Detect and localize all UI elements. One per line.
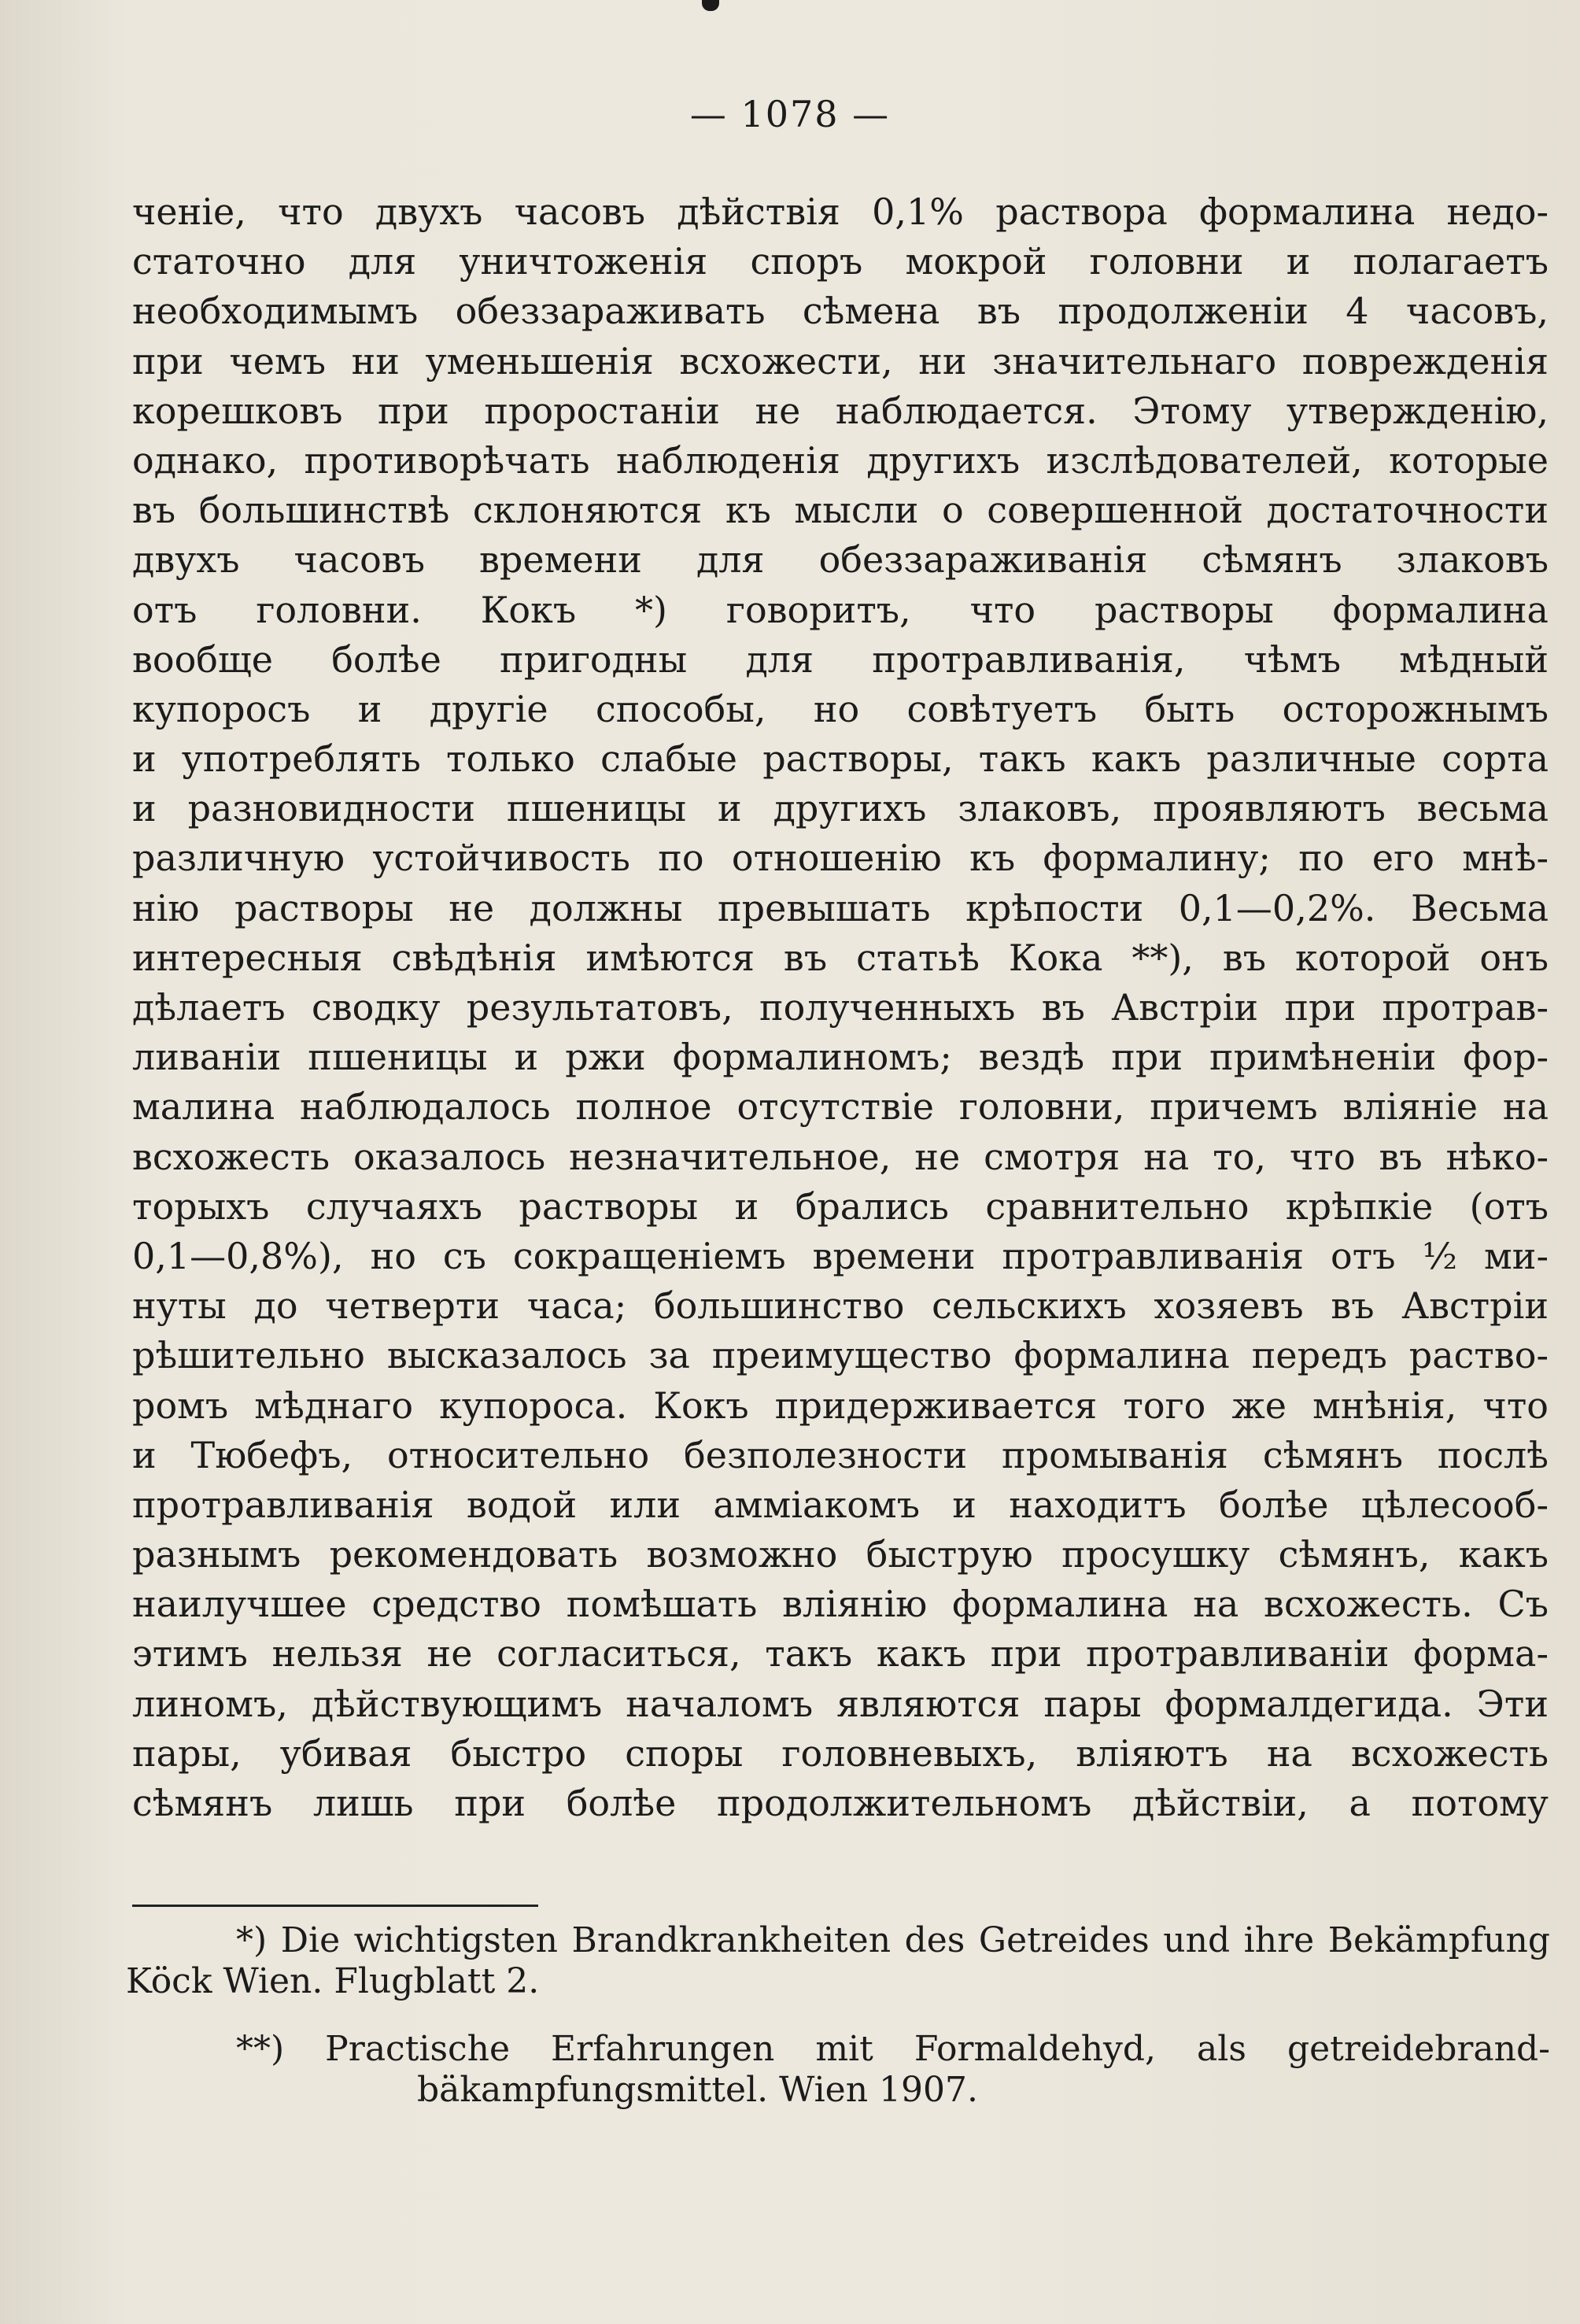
- footnote-line: bäkampfungsmittel. Wien 1907.: [417, 2070, 978, 2110]
- body-text: [132, 187, 1549, 1828]
- text-line: 0,1—0,8%), но съ сокращеніемъ времени протравливанія отъ ½ ми-: [132, 1234, 1549, 1277]
- ink-mark: [702, 0, 719, 11]
- text-line: при чемъ ни уменьшенія всхожести, ни значительнаго поврежденія: [132, 339, 1549, 382]
- text-line: дѣлаетъ сводку результатовъ, полученныхъ въ Австріи при протрав-: [132, 986, 1549, 1029]
- text-line: различную устойчивость по отношенію къ формалину; по его мнѣ-: [132, 837, 1549, 880]
- text-line: линомъ, дѣйствующимъ началомъ являются пары формалдегида. Эти: [132, 1682, 1549, 1725]
- footnote-2: [126, 2029, 1550, 2111]
- text-line: протравливанія водой или амміакомъ и находитъ болѣе цѣлесооб-: [132, 1483, 1549, 1526]
- text-line: и разновидности пшеницы и другихъ злаковъ, проявляютъ весьма: [132, 787, 1549, 830]
- footnotes: [126, 1920, 1550, 2137]
- text-line: наилучшее средство помѣшать вліянію формалина на всхожесть. Съ: [132, 1583, 1549, 1626]
- text-line: двухъ часовъ времени для обеззараживанія сѣмянъ злаковъ: [132, 538, 1549, 582]
- text-line: вообще болѣе пригодны для протравливанія, чѣмъ мѣдный: [132, 637, 1549, 681]
- text-line: ченіе, что двухъ часовъ дѣйствія 0,1% раствора формалина недо-: [132, 190, 1549, 233]
- page-number: — 1078 —: [689, 93, 891, 135]
- text-line: и Тюбефъ, относительно безполезности промыванія сѣмянъ послѣ: [132, 1433, 1549, 1476]
- text-line: нуты до четверти часа; большинство сельскихъ хозяевъ въ Австріи: [132, 1284, 1549, 1328]
- text-line: разнымъ рекомендовать возможно быструю просушку сѣмянъ, какъ: [132, 1533, 1549, 1576]
- text-line: купоросъ и другіе способы, но совѣтуетъ быть осторожнымъ: [132, 687, 1549, 730]
- text-line: и употреблять только слабые растворы, такъ какъ различные сорта: [132, 737, 1549, 781]
- text-line: корешковъ при проростаніи не наблюдается. Этому утвержденію,: [132, 389, 1549, 432]
- text-line: рѣшительно высказалось за преимущество формалина передъ раство-: [132, 1334, 1549, 1377]
- text-line: пары, убивая быстро споры головневыхъ, вліяютъ на всхожесть: [132, 1731, 1549, 1775]
- text-line: этимъ нельзя не согласиться, такъ какъ при протравливаніи форма-: [132, 1632, 1549, 1676]
- text-line: однако, противорѣчать наблюденія другихъ изслѣдователей, которые: [132, 438, 1549, 482]
- text-line: необходимымъ обеззараживать сѣмена въ продолженіи 4 часовъ,: [132, 290, 1549, 333]
- footnote-line: **) Practische Erfahrungen mit Formaldehyd, als getreidebrand-: [236, 2029, 1550, 2069]
- footnote-line: Köck Wien. Flugblatt 2.: [126, 1961, 540, 2001]
- text-line: въ большинствѣ склоняются къ мысли о совершенной достаточности: [132, 489, 1549, 532]
- text-line: интересныя свѣдѣнія имѣются въ статьѣ Кока **), въ которой онъ: [132, 936, 1549, 979]
- text-line: ливаніи пшеницы и ржи формалиномъ; вездѣ при примѣненіи фор-: [132, 1036, 1549, 1079]
- text-line: отъ головни. Кокъ *) говоритъ, что растворы формалина: [132, 588, 1549, 631]
- footnote-line: *) Die wichtigsten Brandkrankheiten des Getreides und ihre Bekämpfung: [236, 1920, 1550, 1960]
- text-line: всхожесть оказалось незначительное, не смотря на то, что въ нѣко-: [132, 1135, 1549, 1178]
- footnote-1: [126, 1920, 1550, 2002]
- text-line: торыхъ случаяхъ растворы и брались сравнительно крѣпкіе (отъ: [132, 1184, 1549, 1228]
- text-line: сѣмянъ лишь при болѣе продолжительномъ дѣйствіи, а потому: [132, 1782, 1549, 1824]
- text-line: статочно для уничтоженія споръ мокрой головни и полагаетъ: [132, 240, 1549, 283]
- footnote-divider: [132, 1905, 538, 1907]
- text-line: нію растворы не должны превышать крѣпости 0,1—0,2%. Весьма: [132, 886, 1549, 929]
- text-line: ромъ мѣднаго купороса. Кокъ придерживается того же мнѣнія, что: [132, 1384, 1549, 1427]
- text-line: малина наблюдалось полное отсутствіе головни, причемъ вліяніе на: [132, 1085, 1549, 1129]
